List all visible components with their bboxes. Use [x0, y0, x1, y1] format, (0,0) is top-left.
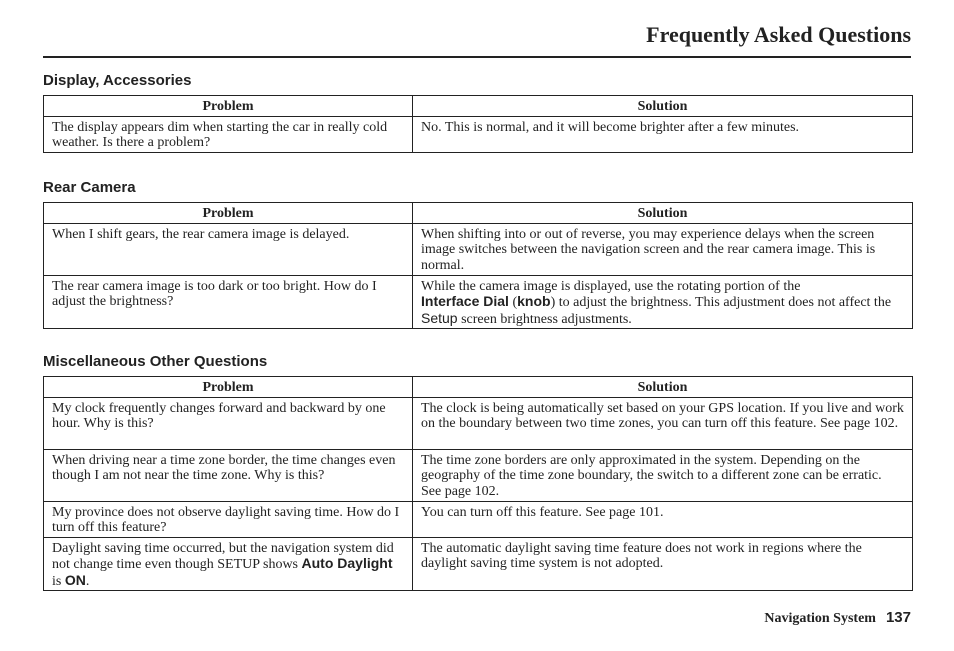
solution-cell: The automatic daylight saving time feature does not work in regions where the daylight saving time system is not adopted.	[413, 537, 913, 591]
problem-cell: The rear camera image is too dark or too bright. How do I adjust the brightness?	[44, 275, 413, 329]
table-row	[44, 223, 913, 275]
solution-text: ) to adjust the brightness. This adjustment does not affect the	[550, 295, 892, 310]
problem-cell: When I shift gears, the rear camera image is delayed.	[44, 223, 413, 275]
section-title-display-accessories: Display, Accessories	[43, 72, 192, 89]
table-row	[44, 449, 913, 501]
solution-cell: When shifting into or out of reverse, you may experience delays when the screen image switches between the navigation screen and the rear camera image. This is normal.	[413, 223, 913, 275]
table-row	[44, 537, 913, 591]
faq-table-rear-camera	[43, 202, 913, 329]
solution-text: While the camera image is displayed, use the rotating portion of the	[421, 278, 801, 294]
section-title-misc: Miscellaneous Other Questions	[43, 353, 268, 370]
problem-text: is	[52, 573, 65, 589]
solution-text: (	[508, 295, 518, 310]
setup-label: Setup	[421, 309, 458, 326]
solution-cell: The clock is being automatically set based on your GPS location. If you live and work on the boundary between two time zones, you can turn off this feature. See page 102.	[413, 397, 913, 449]
problem-cell: My clock frequently changes forward and backward by one hour. Why is this?	[44, 397, 413, 449]
page-footer	[764, 609, 911, 627]
solution-header: Solution	[413, 203, 913, 224]
auto-daylight-label: Auto Daylight	[301, 555, 393, 571]
footer-label: Navigation System	[764, 611, 876, 626]
section-title-rear-camera: Rear Camera	[43, 179, 136, 196]
solution-text: screen brightness adjustments.	[457, 311, 632, 327]
problem-header: Problem	[44, 377, 413, 398]
table-row	[44, 397, 913, 449]
problem-text: Daylight saving time occurred, but the navigation system did not change time even though SETUP shows	[52, 540, 394, 572]
page-number: 137	[885, 609, 911, 626]
problem-cell: My province does not observe daylight saving time. How do I turn off this feature?	[44, 501, 413, 537]
solution-cell: The time zone borders are only approximated in the system. Depending on the geography of the time zone boundary, the switch to a different zone can be erratic. See page 102.	[413, 449, 913, 501]
solution-cell: No. This is normal, and it will become brighter after a few minutes.	[413, 116, 913, 152]
on-label: ON	[64, 571, 86, 588]
problem-header: Problem	[44, 96, 413, 117]
faq-table-display-accessories	[43, 95, 913, 153]
problem-text: .	[85, 573, 90, 589]
table-row	[44, 116, 913, 152]
table-header-row	[44, 96, 913, 117]
page-title: Frequently Asked Questions	[646, 22, 911, 47]
table-row	[44, 275, 913, 329]
solution-header: Solution	[413, 377, 913, 398]
table-row	[44, 501, 913, 537]
problem-cell: When driving near a time zone border, the time changes even though I am not near the time zone. Why is this?	[44, 449, 413, 501]
table-header-row	[44, 203, 913, 224]
solution-cell: You can turn off this feature. See page 101.	[413, 501, 913, 537]
problem-cell: The display appears dim when starting the car in really cold weather. Is there a problem?	[44, 116, 413, 152]
table-header-row	[44, 377, 913, 398]
interface-dial-label: Interface Dial	[421, 293, 509, 309]
solution-cell	[413, 275, 913, 329]
problem-header: Problem	[44, 203, 413, 224]
header-rule	[43, 56, 911, 58]
problem-cell	[44, 537, 413, 591]
solution-header: Solution	[413, 96, 913, 117]
knob-label: knob	[517, 293, 551, 309]
faq-table-misc	[43, 376, 913, 591]
